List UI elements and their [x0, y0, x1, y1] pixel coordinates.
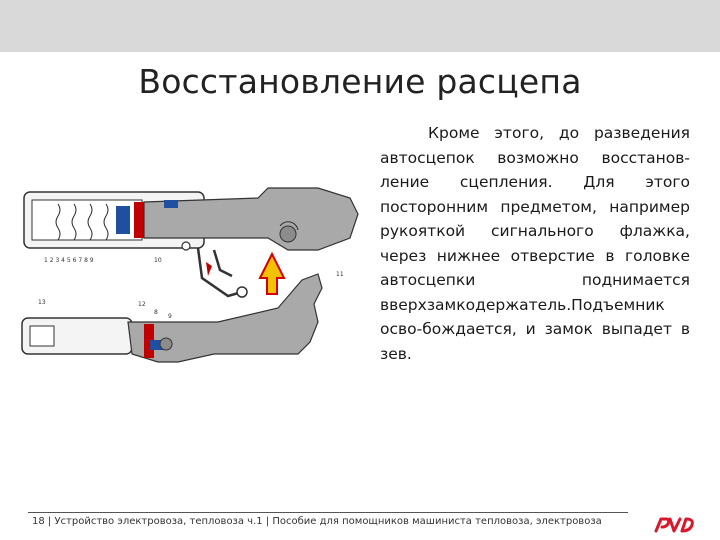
svg-text:12: 12 [138, 301, 146, 308]
up-arrow-icon [260, 254, 284, 294]
slide-body-text: Кроме этого, до разведения автосцепок возможно восстанов-ление сцепления. Для этого посторонним предметом, например рукояткой сигнального флажка, через нижнее отверстие в головке автосцепки поднимается вверхзамкодержатель.Подъемник осво-бождается, и замок выпадет в зев. [380, 124, 690, 363]
slide-footer: 18 | Устройство электровоза, тепловоза ч.1 | Пособие для помощников машиниста тепловоза, электровоза [32, 516, 602, 527]
top-banner [0, 0, 720, 52]
svg-text:11: 11 [336, 271, 344, 278]
svg-text:10: 10 [154, 257, 162, 264]
rzd-logo-icon [652, 515, 698, 535]
svg-text:9: 9 [168, 313, 172, 320]
svg-text:8: 8 [154, 309, 158, 316]
uncoupling-lever [198, 248, 242, 296]
svg-text:1 2 3 4 5 6 7 8 9: 1 2 3 4 5 6 7 8 9 [44, 257, 94, 264]
slide-title: Восстановление расцепа [138, 62, 582, 101]
footer-divider [28, 512, 628, 513]
coupler-diagram [18, 158, 378, 390]
svg-text:13: 13 [38, 299, 46, 306]
